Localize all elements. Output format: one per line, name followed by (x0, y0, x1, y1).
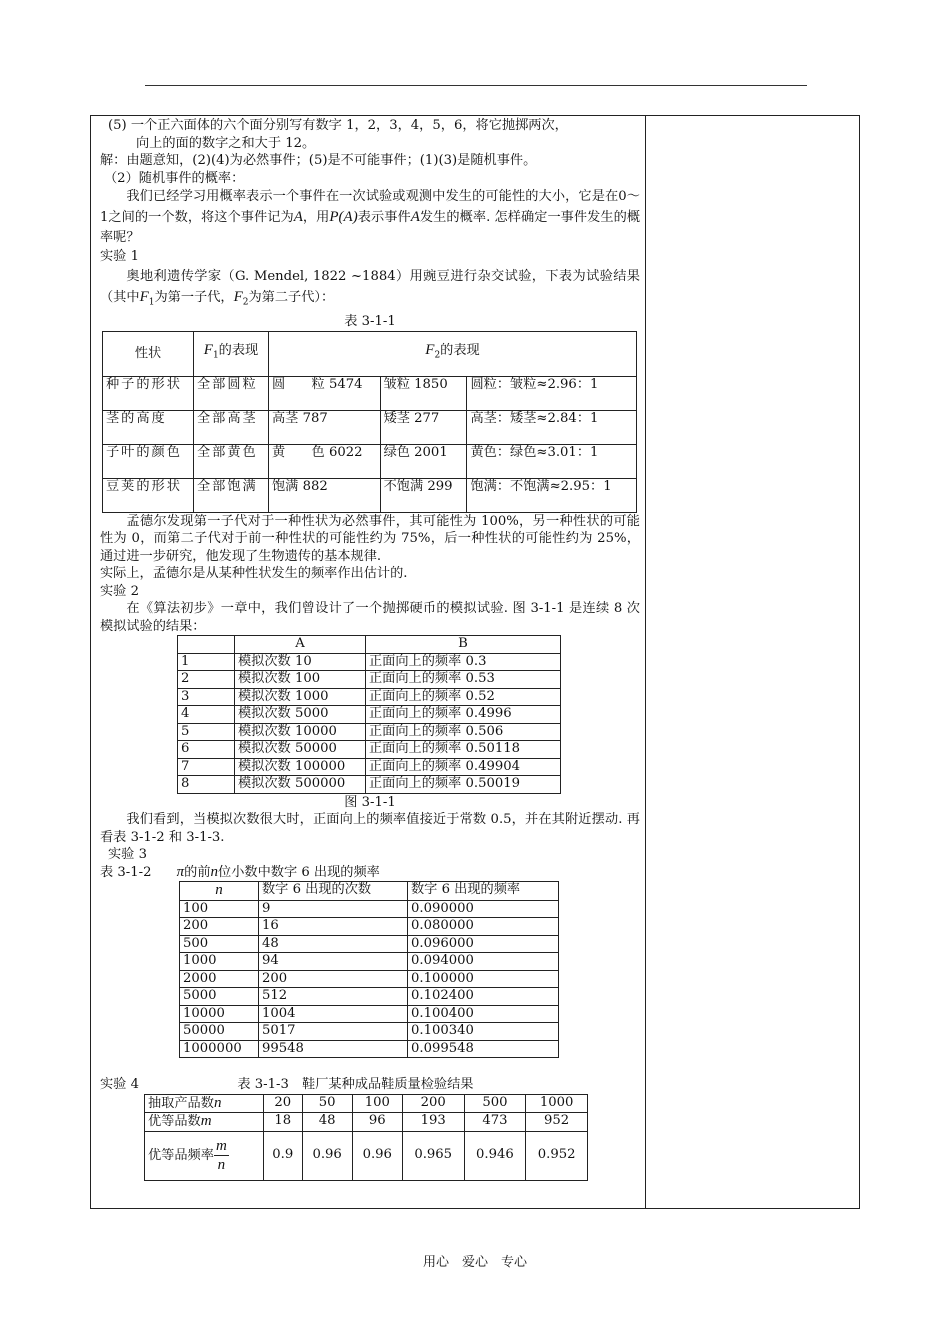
table4-row2-label: 优等品数m (145, 1113, 264, 1132)
table-cell: 0.099548 (408, 1040, 559, 1058)
experiment-4-label: 实验 4 (100, 1077, 139, 1093)
table4-row1-label: 抽取产品数n (145, 1094, 264, 1113)
table-row (180, 1023, 559, 1041)
table4-cell: 473 (464, 1113, 526, 1132)
table-cell: 正面向上的频率 0.506 (366, 723, 561, 741)
table-row (180, 918, 559, 936)
table-cell: 1000000 (180, 1040, 259, 1058)
table-cell: 8 (178, 776, 235, 794)
table-cell: 3 (178, 688, 235, 706)
table-cell: 茎的高度 (103, 410, 194, 444)
table-row (178, 688, 561, 706)
table-cell: 6 (178, 741, 235, 759)
table-cell: 0.102400 (408, 988, 559, 1006)
page-footer: 用心 爱心 专心 (422, 1255, 527, 1270)
table-row (180, 970, 559, 988)
column-divider (645, 115, 646, 1209)
table-cell: 模拟次数 500000 (235, 776, 366, 794)
experiment-2-text: 在《算法初步》一章中，我们曾设计了一个抛掷硬币的模拟试验. 图 3-1-1 是连续 8 次模拟试验的结果： (100, 601, 640, 634)
experiment-1-label: 实验 1 (100, 249, 139, 264)
table-cell: 0.096000 (408, 935, 559, 953)
table-cell: 500 (180, 935, 259, 953)
table-row (180, 1005, 559, 1023)
table4-cell: 1000 (526, 1094, 588, 1113)
table-cell: 高茎：矮茎≈2.84：1 (467, 410, 637, 444)
table4-cell: 96 (352, 1113, 402, 1132)
table-cell: 模拟次数 5000 (235, 706, 366, 724)
table-row (178, 758, 561, 776)
after-table1: 孟德尔发现第一子代对于一种性状为必然事件，其可能性为 100%，另一种性状的可能性为 0，而第二子代对于前一种性状的可能性约为 75%，后一种性状的可能性约为 25%，通过进一步研究，他发现了生物遗传的基本规律. (100, 513, 640, 564)
table-cell: 200 (259, 970, 408, 988)
table-cell: 正面向上的频率 0.49904 (366, 758, 561, 776)
table2-body (178, 653, 561, 793)
table-row (180, 935, 559, 953)
table-cell: 种子的形状 (103, 376, 194, 410)
table-cell: 模拟次数 10000 (235, 723, 366, 741)
table-cell: 模拟次数 1000 (235, 688, 366, 706)
table4-cell: 500 (464, 1094, 526, 1113)
table-row (180, 953, 559, 971)
table-cell: 正面向上的频率 0.53 (366, 671, 561, 689)
table-cell: 高茎 787 (269, 410, 381, 444)
table-cell: 0.090000 (408, 900, 559, 918)
table3-header-n: n (180, 882, 259, 901)
table-cell: 皱粒 1850 (380, 376, 467, 410)
table-cell: 7 (178, 758, 235, 776)
table4-cell: 0.952 (526, 1131, 588, 1180)
table-cell: 模拟次数 10 (235, 653, 366, 671)
probability-symbol: P(A) (329, 209, 358, 225)
table-cell: 豆荚的形状 (103, 478, 194, 512)
table-row (103, 376, 637, 410)
experiment-3-label: 实验 3 (108, 847, 147, 863)
table4-cell: 0.965 (402, 1131, 464, 1180)
table4-caption: 表 3-1-3 鞋厂某种成品鞋质量检验结果 (237, 1077, 474, 1093)
fraction-m-over-n: $\frac{m}{n}$ (215, 1138, 227, 1174)
table-row (178, 706, 561, 724)
table-cell: 0.094000 (408, 953, 559, 971)
table-cell: 48 (259, 935, 408, 953)
table-cell: 黄 色 6022 (269, 444, 381, 478)
experiment-2-label: 实验 2 (100, 583, 139, 599)
table-cell: 0.100340 (408, 1023, 559, 1041)
table-cell: 全部饱满 (194, 478, 269, 512)
table-cell: 正面向上的频率 0.50118 (366, 741, 561, 759)
table-cell: 0.080000 (408, 918, 559, 936)
table-cell: 模拟次数 100000 (235, 758, 366, 776)
experiment-1-text: 奥地利遗传学家（G. Mendel, 1822 ~1884）用豌豆进行杂交试验，下表为试验结果（其中$F_1$为第一子代，$F_2$为第二子代）： (100, 268, 640, 308)
table-cell: 512 (259, 988, 408, 1006)
table-row (178, 776, 561, 794)
table4-cell: 0.946 (464, 1131, 526, 1180)
table-cell: 2 (178, 671, 235, 689)
table4-cell: 20 (264, 1094, 303, 1113)
solution: 解：由题意知，(2)(4)为必然事件；(5)是不可能事件；(1)(3)是随机事件。 (100, 153, 537, 168)
table-cell: 94 (259, 953, 408, 971)
table-cell: 全部高茎 (194, 410, 269, 444)
table-cell: 100 (180, 900, 259, 918)
table1-header-f1: $F_1$的表现 (194, 331, 269, 376)
table-cell: 饱满：不饱满≈2.95：1 (467, 478, 637, 512)
table-cell: 模拟次数 100 (235, 671, 366, 689)
table4-caption-line (100, 1076, 640, 1094)
table-row (178, 653, 561, 671)
table-cell: 全部黄色 (194, 444, 269, 478)
table-cell: 黄色：绿色≈3.01：1 (467, 444, 637, 478)
table-cell: 5 (178, 723, 235, 741)
table-cell: 2000 (180, 970, 259, 988)
table2 (177, 635, 561, 794)
header-rule (145, 85, 807, 86)
after-table2: 我们看到，当模拟次数很大时，正面向上的频率值接近于常数 0.5，并在其附近摆动. 再看表 3-1-2 和 3-1-3. (100, 812, 640, 845)
table-cell: 99548 (259, 1040, 408, 1058)
table1-header-f2: $F_2$的表现 (269, 331, 637, 376)
table-row (180, 1040, 559, 1058)
table3-header-freq: 数字 6 出现的频率 (408, 882, 559, 901)
table-cell: 正面向上的频率 0.4996 (366, 706, 561, 724)
table-cell: 10000 (180, 1005, 259, 1023)
table4-cell: 18 (264, 1113, 303, 1132)
table-cell: 200 (180, 918, 259, 936)
figure-caption: 图 3-1-1 (344, 794, 396, 810)
table2-col-b: B (366, 636, 561, 654)
table4-cell: 100 (352, 1094, 402, 1113)
table-cell: 5017 (259, 1023, 408, 1041)
table-cell: 4 (178, 706, 235, 724)
item5-line1: (5) 一个正六面体的六个面分别写有数字 1，2，3，4，5，6，将它抛掷两次， (108, 118, 568, 133)
table-cell: 圆 粒 5474 (269, 376, 381, 410)
table4-cell: 0.96 (352, 1131, 402, 1180)
table-cell: 50000 (180, 1023, 259, 1041)
table4-cell: 193 (402, 1113, 464, 1132)
table-cell: 矮茎 277 (380, 410, 467, 444)
table3-header-count: 数字 6 出现的次数 (259, 882, 408, 901)
table-row (103, 444, 637, 478)
table4-cell: 200 (402, 1094, 464, 1113)
table-cell: 1 (178, 653, 235, 671)
table4-cell: 0.96 (302, 1131, 352, 1180)
table-row (180, 988, 559, 1006)
main-content (100, 117, 640, 1181)
intro-paragraph: 我们已经学习用概率表示一个事件在一次试验或观测中发生的可能性的大小，它是在0～1之间的一个数，将这个事件记为A，用P(A)表示事件A发生的概率. 怎样确定一事件发生的概率呢？ (100, 189, 641, 245)
table-cell: 16 (259, 918, 408, 936)
table-row (103, 410, 637, 444)
table3-body (180, 900, 559, 1058)
table-row (178, 723, 561, 741)
table1-caption: 表 3-1-1 (344, 314, 396, 330)
table4-cell: 50 (302, 1094, 352, 1113)
table-cell: 饱满 882 (269, 478, 381, 512)
table-row (180, 900, 559, 918)
table-cell: 正面向上的频率 0.52 (366, 688, 561, 706)
table-row (103, 478, 637, 512)
table4-cell: 952 (526, 1113, 588, 1132)
table-cell: 正面向上的频率 0.50019 (366, 776, 561, 794)
table-row (178, 671, 561, 689)
table-cell: 不饱满 299 (380, 478, 467, 512)
table-cell: 全部圆粒 (194, 376, 269, 410)
table-cell: 9 (259, 900, 408, 918)
table-row (178, 741, 561, 759)
section-heading: （2）随机事件的概率： (104, 170, 245, 186)
table-cell: 子叶的颜色 (103, 444, 194, 478)
table4-row3-label: 优等品频率 $\frac{m}{n}$ (145, 1131, 264, 1180)
table3-caption: 表 3-1-2 π的前n位小数中数字 6 出现的频率 (100, 863, 380, 880)
table-cell: 1000 (180, 953, 259, 971)
table-cell: 模拟次数 50000 (235, 741, 366, 759)
table1-header-trait: 性状 (103, 331, 194, 376)
table1 (102, 331, 637, 513)
table4 (144, 1094, 588, 1181)
table4-cell: 0.9 (264, 1131, 303, 1180)
table2-col-a: A (235, 636, 366, 654)
event-symbol: A (293, 209, 303, 225)
table-cell: 正面向上的频率 0.3 (366, 653, 561, 671)
item5-line2: 向上的面的数字之和大于 12。 (136, 135, 316, 151)
table-cell: 圆粒：皱粒≈2.96：1 (467, 376, 637, 410)
table-cell: 5000 (180, 988, 259, 1006)
table4-cell: 48 (302, 1113, 352, 1132)
table-cell: 1004 (259, 1005, 408, 1023)
table-cell: 绿色 2001 (380, 444, 467, 478)
table-cell: 0.100400 (408, 1005, 559, 1023)
actually-text: 实际上，孟德尔是从某种性状发生的频率作出估计的. (100, 566, 408, 582)
table1-body (103, 376, 637, 512)
table3 (179, 881, 559, 1058)
table-cell: 0.100000 (408, 970, 559, 988)
